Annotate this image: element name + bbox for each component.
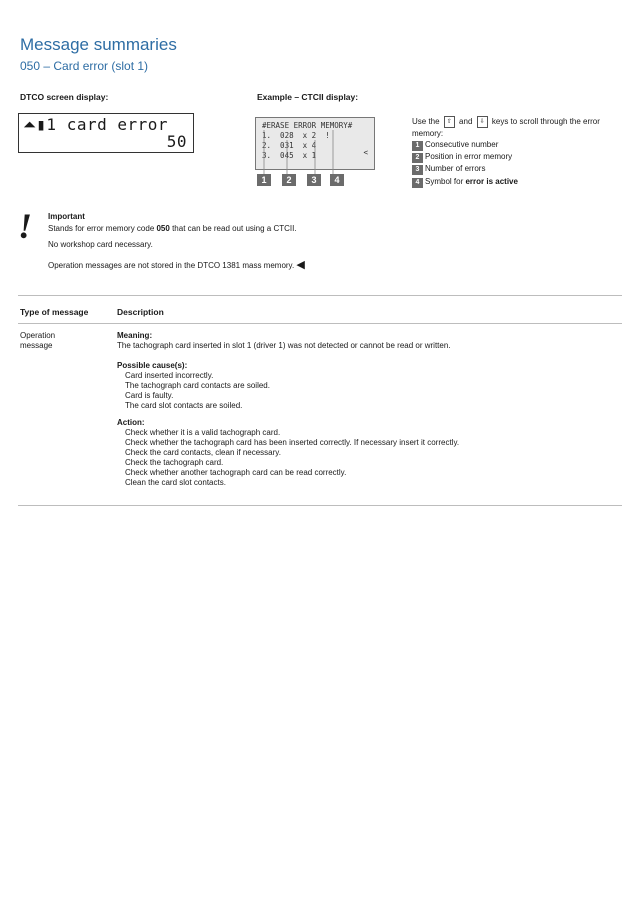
cause-item: The card slot contacts are soiled. xyxy=(125,401,243,410)
ctcii-line: 2. 031 x 4 xyxy=(262,141,317,150)
legend-item xyxy=(412,177,518,188)
action-item: Check whether the tachograph card has been inserted correctly. If necessary insert it correctly. xyxy=(125,438,460,447)
table-top-divider xyxy=(18,295,622,296)
type-line: message xyxy=(20,341,53,350)
dtco-display-label: DTCO screen display: xyxy=(20,92,109,102)
action-item: Check whether another tachograph card can be read correctly. xyxy=(125,468,347,477)
legend-intro xyxy=(412,116,627,139)
cause-item: The tachograph card contacts are soiled. xyxy=(125,381,270,390)
cause-item: Card is faulty. xyxy=(125,391,174,400)
action-item: Check the tachograph card. xyxy=(125,458,224,467)
ctcii-line: 3. 045 x 1 xyxy=(262,151,317,160)
callout-3: 3 xyxy=(307,174,321,186)
meaning-text: The tachograph card inserted in slot 1 (driver 1) was not detected or cannot be read or written. xyxy=(117,341,451,350)
legend-item-label: Position in error memory xyxy=(425,152,513,161)
important-text: that can be read out using a CTCII. xyxy=(169,224,297,233)
cause-item: Card inserted incorrectly. xyxy=(125,371,214,380)
warning-exclamation-icon: ! xyxy=(18,206,33,246)
action-item: Check the card contacts, clean if necessary. xyxy=(125,448,281,457)
legend-number-badge: 4 xyxy=(412,178,423,188)
callout-1: 1 xyxy=(257,174,271,186)
important-line-3 xyxy=(48,258,305,271)
table-bottom-divider xyxy=(18,505,622,506)
ctcii-line: 1. 028 x 2 ! xyxy=(262,131,330,140)
type-of-message-cell xyxy=(20,331,55,351)
important-text: Operation messages are not stored in the DTCO 1381 mass memory. xyxy=(48,261,295,270)
legend-item-label: Symbol for xyxy=(425,177,466,186)
important-heading: Important xyxy=(48,212,85,221)
meaning-label: Meaning: xyxy=(117,331,153,340)
legend-item-label: Consecutive number xyxy=(425,140,499,149)
legend-number-badge: 3 xyxy=(412,165,423,175)
legend-intro-text: Use the xyxy=(412,117,440,127)
table-header-divider xyxy=(18,323,622,324)
error-code: 050 xyxy=(156,224,170,233)
header-type-of-message: Type of message xyxy=(20,307,89,317)
legend-item xyxy=(412,164,485,175)
callout-4: 4 xyxy=(330,174,344,186)
important-text: Stands for error memory code xyxy=(48,224,157,233)
callout-lines xyxy=(255,128,375,176)
ctcii-scroll-symbol: < xyxy=(363,148,368,157)
page-subtitle: 050 – Card error (slot 1) xyxy=(20,59,149,73)
action-item: Clean the card slot contacts. xyxy=(125,478,226,487)
type-line: Operation xyxy=(20,331,56,340)
arrow-down-key-icon: ⇩ xyxy=(477,116,488,128)
page-title: Message summaries xyxy=(20,35,177,54)
dtco-lcd-display xyxy=(18,113,194,153)
header-description: Description xyxy=(117,307,164,317)
dtco-lcd-line1: ⏶▮1 card error xyxy=(23,115,169,134)
legend-intro-and: and xyxy=(459,117,473,127)
legend-number-badge: 2 xyxy=(412,153,423,163)
legend-item-label: Number of errors xyxy=(425,164,486,173)
action-item: Check whether it is a valid tachograph card. xyxy=(125,428,281,437)
legend-item xyxy=(412,140,498,151)
important-line-1 xyxy=(48,224,297,233)
description-cell xyxy=(117,331,617,488)
important-line-2: No workshop card necessary. xyxy=(48,240,153,249)
ctcii-display-label: Example – CTCII display: xyxy=(257,92,359,102)
action-label: Action: xyxy=(117,418,145,427)
ctcii-line: #ERASE ERROR MEMORY# xyxy=(262,121,353,130)
end-marker-icon: ◀ xyxy=(296,259,305,271)
dtco-lcd-line2: 50 xyxy=(166,132,187,151)
legend-number-badge: 1 xyxy=(412,141,423,151)
callout-2: 2 xyxy=(282,174,296,186)
legend-item xyxy=(412,152,512,163)
causes-label: Possible cause(s): xyxy=(117,361,188,370)
arrow-up-key-icon: ⇧ xyxy=(444,116,455,128)
legend-item-label-bold: error is active xyxy=(465,177,518,186)
legend-intro-text-2: keys to scroll through the error memory: xyxy=(412,117,600,138)
